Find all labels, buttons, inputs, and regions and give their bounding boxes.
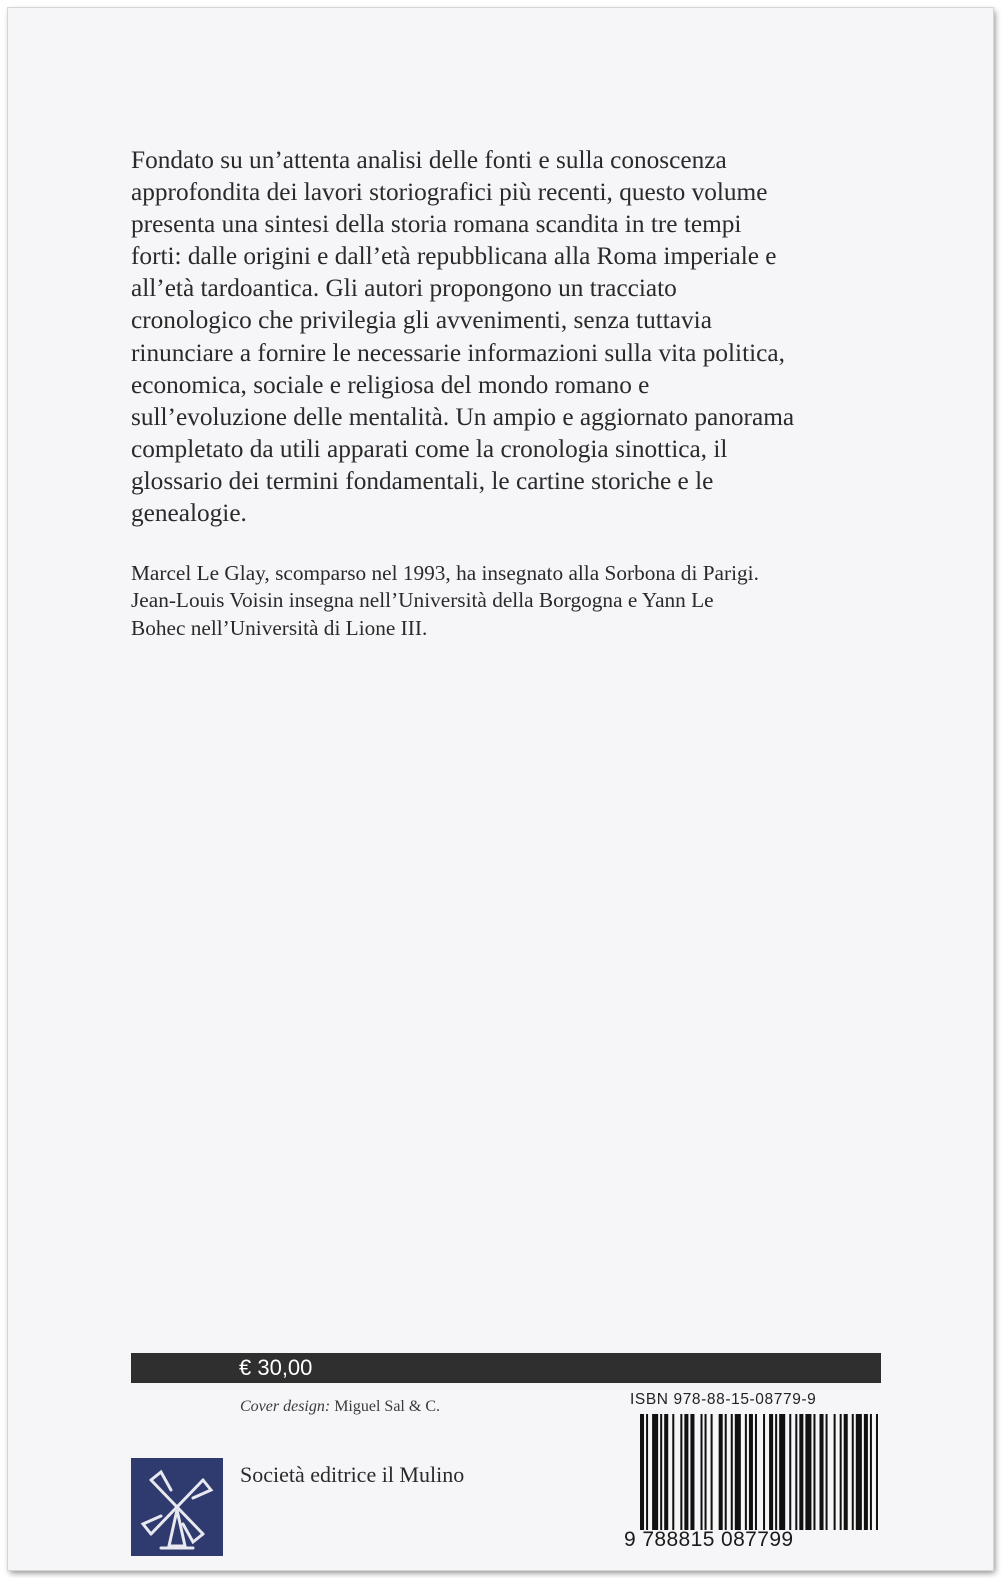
barcode-bar: [852, 1414, 854, 1530]
blurb-line: sull’evoluzione delle mentalità. Un ampio e aggiornato panorama: [131, 402, 795, 431]
barcode-bar: [749, 1414, 753, 1530]
blurb-line: economica, sociale e religiosa del mondo romano e: [131, 370, 650, 399]
barcode-bar: [789, 1414, 791, 1530]
barcode-bar: [701, 1414, 703, 1530]
barcode-bar: [820, 1414, 824, 1530]
barcode-bar: [725, 1414, 727, 1530]
barcode-bar: [826, 1414, 828, 1530]
barcode-bar: [711, 1414, 713, 1530]
barcode-icon: [640, 1414, 880, 1530]
barcode-bar: [805, 1414, 811, 1530]
blurb-line: forti: dalle origini e dall’età repubblicana alla Roma imperiale e: [131, 242, 777, 271]
barcode-bar: [735, 1414, 741, 1530]
barcode-bar: [769, 1414, 773, 1530]
barcode-bar: [646, 1414, 648, 1530]
blurb-line: rinunciare a fornire le necessarie informazioni sulla vita politica,: [131, 338, 785, 367]
barcode-bar: [795, 1414, 797, 1530]
barcode-bar: [813, 1414, 815, 1530]
barcode-bar: [660, 1414, 662, 1530]
barcode-bar: [690, 1414, 694, 1530]
barcode-bar: [705, 1414, 707, 1530]
blurb-line: glossario dei termini fondamentali, le cartine storiche e le: [131, 466, 714, 495]
blurb-line: all’età tardoantica. Gli autori propongono un tracciato: [131, 274, 677, 303]
barcode-bar: [779, 1414, 785, 1530]
author-bio-line: Marcel Le Glay, scomparso nel 1993, ha insegnato alla Sorbona di Parigi.: [131, 561, 759, 585]
barcode-bar: [763, 1414, 765, 1530]
price-bar: [131, 1353, 881, 1383]
barcode-bar: [684, 1414, 688, 1530]
barcode-bar: [775, 1414, 777, 1530]
barcode-bar: [864, 1414, 868, 1530]
barcode-bar: [640, 1414, 644, 1530]
barcode-digits: 9 788815 087799: [624, 1528, 794, 1551]
barcode-bar: [870, 1414, 872, 1530]
barcode-bar: [840, 1414, 842, 1530]
price-label: € 30,00: [239, 1355, 313, 1380]
barcode-bar: [844, 1414, 848, 1530]
blurb-line: approfondita dei lavori storiografici più recenti, questo volume: [131, 178, 768, 207]
author-bio-line: Jean-Louis Voisin insegna nell’Università della Borgogna e Yann Le: [131, 588, 714, 613]
author-bio-line: Bohec nell’Università di Lione III.: [131, 615, 428, 640]
blurb-line: Fondato su un’attenta analisi delle fonti e sulla conoscenza: [131, 146, 727, 174]
cover-design-name: Miguel Sal & C.: [334, 1398, 440, 1415]
blurb-line: completato da utili apparati come la cronologia sinottica, il: [131, 434, 728, 463]
barcode-bar: [664, 1414, 668, 1530]
cover-design-credit: [240, 1398, 440, 1416]
book-blurb: [131, 144, 883, 529]
barcode-bar: [745, 1414, 747, 1530]
barcode-bar: [834, 1414, 836, 1530]
barcode-bar: [731, 1414, 733, 1530]
barcode-bar: [856, 1414, 862, 1530]
cover-design-label: Cover design:: [240, 1398, 331, 1415]
barcode-bar: [680, 1414, 682, 1530]
author-bios: [131, 560, 891, 642]
isbn-label: ISBN 978-88-15-08779-9: [630, 1391, 817, 1408]
barcode-bar: [755, 1414, 757, 1530]
blurb-line: genealogie.: [131, 499, 247, 528]
barcode-bar: [652, 1414, 658, 1530]
publisher-name: Società editrice il Mulino: [240, 1462, 465, 1487]
barcode-bar: [719, 1414, 723, 1530]
barcode-bar: [672, 1414, 674, 1530]
barcode-bar: [876, 1414, 878, 1530]
blurb-line: cronologico che privilegia gli avvenimenti, senza tuttavia: [131, 306, 712, 335]
windmill-logo-icon: [131, 1458, 223, 1556]
blurb-line: presenta una sintesi della storia romana scandita in tre tempi: [131, 210, 742, 239]
barcode-bar: [799, 1414, 803, 1530]
